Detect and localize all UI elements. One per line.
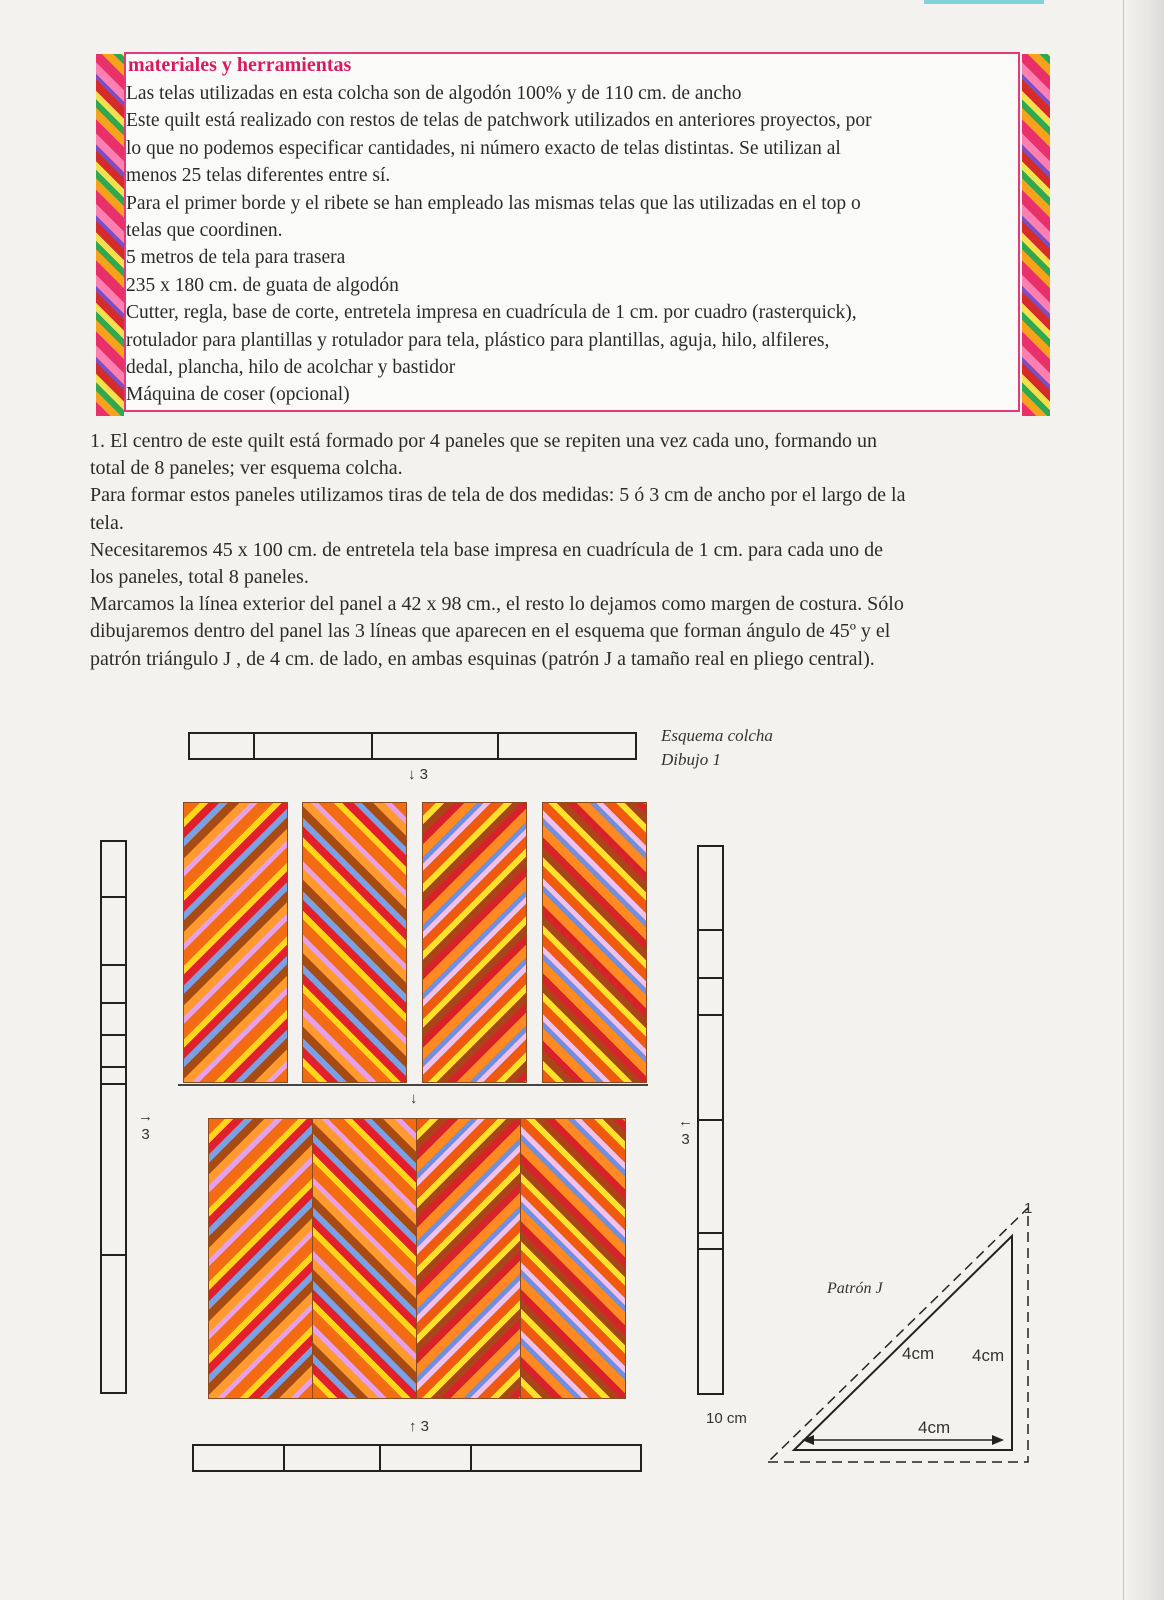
materials-title: materiales y herramientas (128, 54, 352, 76)
pattern-vertical-label: 4cm (972, 1346, 1005, 1365)
top-border-strip (188, 732, 638, 762)
quilt-panel-3 (422, 802, 527, 1083)
quilt-assembled-panel-4 (520, 1118, 626, 1399)
page-gutter-line (1123, 0, 1124, 1600)
quilt-assembled-panel-1 (208, 1118, 314, 1399)
pattern-j-triangle (760, 1200, 1040, 1472)
measure-label: 10 cm (706, 1410, 747, 1427)
instruction-line: Para formar estos paneles utilizamos tiras de tela de dos medidas: 5 ó 3 cm de ancho por el largo de la (90, 484, 906, 507)
instruction-line: 1. El centro de este quilt está formado por 4 paneles que se repiten una vez cada uno, formando un (90, 430, 877, 452)
top-arrow-label: ↓ 3 (408, 766, 429, 783)
bottom-strip-count: 3 (420, 1418, 430, 1435)
materials-panel (124, 52, 1020, 412)
left-strip-count: 3 (141, 1126, 150, 1143)
instructions-text (90, 428, 906, 673)
materials-list (126, 80, 872, 409)
instruction-line: Necesitaremos 45 x 100 cm. de entretela tela base impresa en cuadrícula de 1 cm. para cada uno de (90, 538, 883, 561)
materials-line: Para el primer borde y el ribete se han empleado las mismas telas que las utilizadas en el top o (126, 192, 861, 214)
quilt-panel-1 (183, 802, 288, 1083)
pattern-corner-label: 1 (1024, 1200, 1033, 1217)
fabric-strip-left (96, 54, 124, 416)
right-strip-count: 3 (681, 1131, 690, 1148)
down-arrow-icon: ↓ (410, 1090, 418, 1107)
pattern-title: Patrón J (827, 1280, 883, 1297)
instruction-line: Marcamos la línea exterior del panel a 42 x 98 cm., el resto lo dejamos como margen de costura. Sólo (90, 593, 904, 616)
pattern-hypotenuse-label: 4cm (902, 1344, 935, 1363)
book-spine-shadow (1124, 0, 1164, 1600)
materials-line: dedal, plancha, hilo de acolchar y bastidor (126, 357, 456, 379)
left-strip-label: → 3 (138, 1108, 153, 1143)
materials-line: Cutter, regla, base de corte, entretela impresa en cuadrícula de 1 cm. por cuadro (rasterquick), (126, 302, 857, 324)
quilt-panel-4 (542, 802, 647, 1083)
top-strip-count: 3 (419, 766, 429, 783)
materials-line: lo que no podemos especificar cantidades, ni número exacto de telas distintas. Se utilizan al (126, 137, 841, 159)
right-border-strip (697, 845, 727, 1397)
instruction-line: los paneles, total 8 paneles. (90, 566, 309, 589)
instruction-line: total de 8 paneles; ver esquema colcha. (90, 457, 403, 480)
quilt-panel-2 (302, 802, 407, 1083)
instruction-line: tela. (90, 511, 124, 534)
right-strip-label: ← 3 (678, 1113, 693, 1148)
materials-line: 5 metros de tela para trasera (126, 247, 346, 269)
diagram-subcaption: Dibujo 1 (661, 750, 721, 769)
pattern-base-label: 4cm (918, 1418, 951, 1437)
top-edge-accent (924, 0, 1044, 4)
quilt-assembled-panel-2 (312, 1118, 418, 1399)
bottom-border-strip (192, 1444, 644, 1474)
materials-line: rotulador para plantillas y rotulador para tela, plástico para plantillas, aguja, hilo, alfileres, (126, 329, 830, 351)
materials-line: 235 x 180 cm. de guata de algodón (126, 274, 399, 296)
materials-line: Máquina de coser (opcional) (126, 384, 350, 406)
materials-line: telas que coordinen. (126, 220, 283, 242)
instruction-line: dibujaremos dentro del panel las 3 líneas que aparecen en el esquema que forman ángulo de 45º y el (90, 620, 891, 643)
assembly-line (178, 1084, 648, 1086)
bottom-arrow-label: ↑ 3 (409, 1418, 430, 1435)
instruction-line: patrón triángulo J , de 4 cm. de lado, en ambas esquinas (patrón J a tamaño real en pliego central). (90, 647, 875, 670)
left-border-strip (100, 840, 130, 1396)
quilt-assembled-panel-3 (416, 1118, 522, 1399)
materials-line: Las telas utilizadas en esta colcha son de algodón 100% y de 110 cm. de ancho (126, 83, 742, 104)
fabric-strip-right (1022, 54, 1050, 416)
materials-line: Este quilt está realizado con restos de telas de patchwork utilizados en anteriores proyectos, por (126, 110, 872, 132)
materials-box (96, 50, 1050, 416)
materials-line: menos 25 telas diferentes entre sí. (126, 165, 391, 187)
diagram-caption: Esquema colcha (661, 726, 773, 745)
